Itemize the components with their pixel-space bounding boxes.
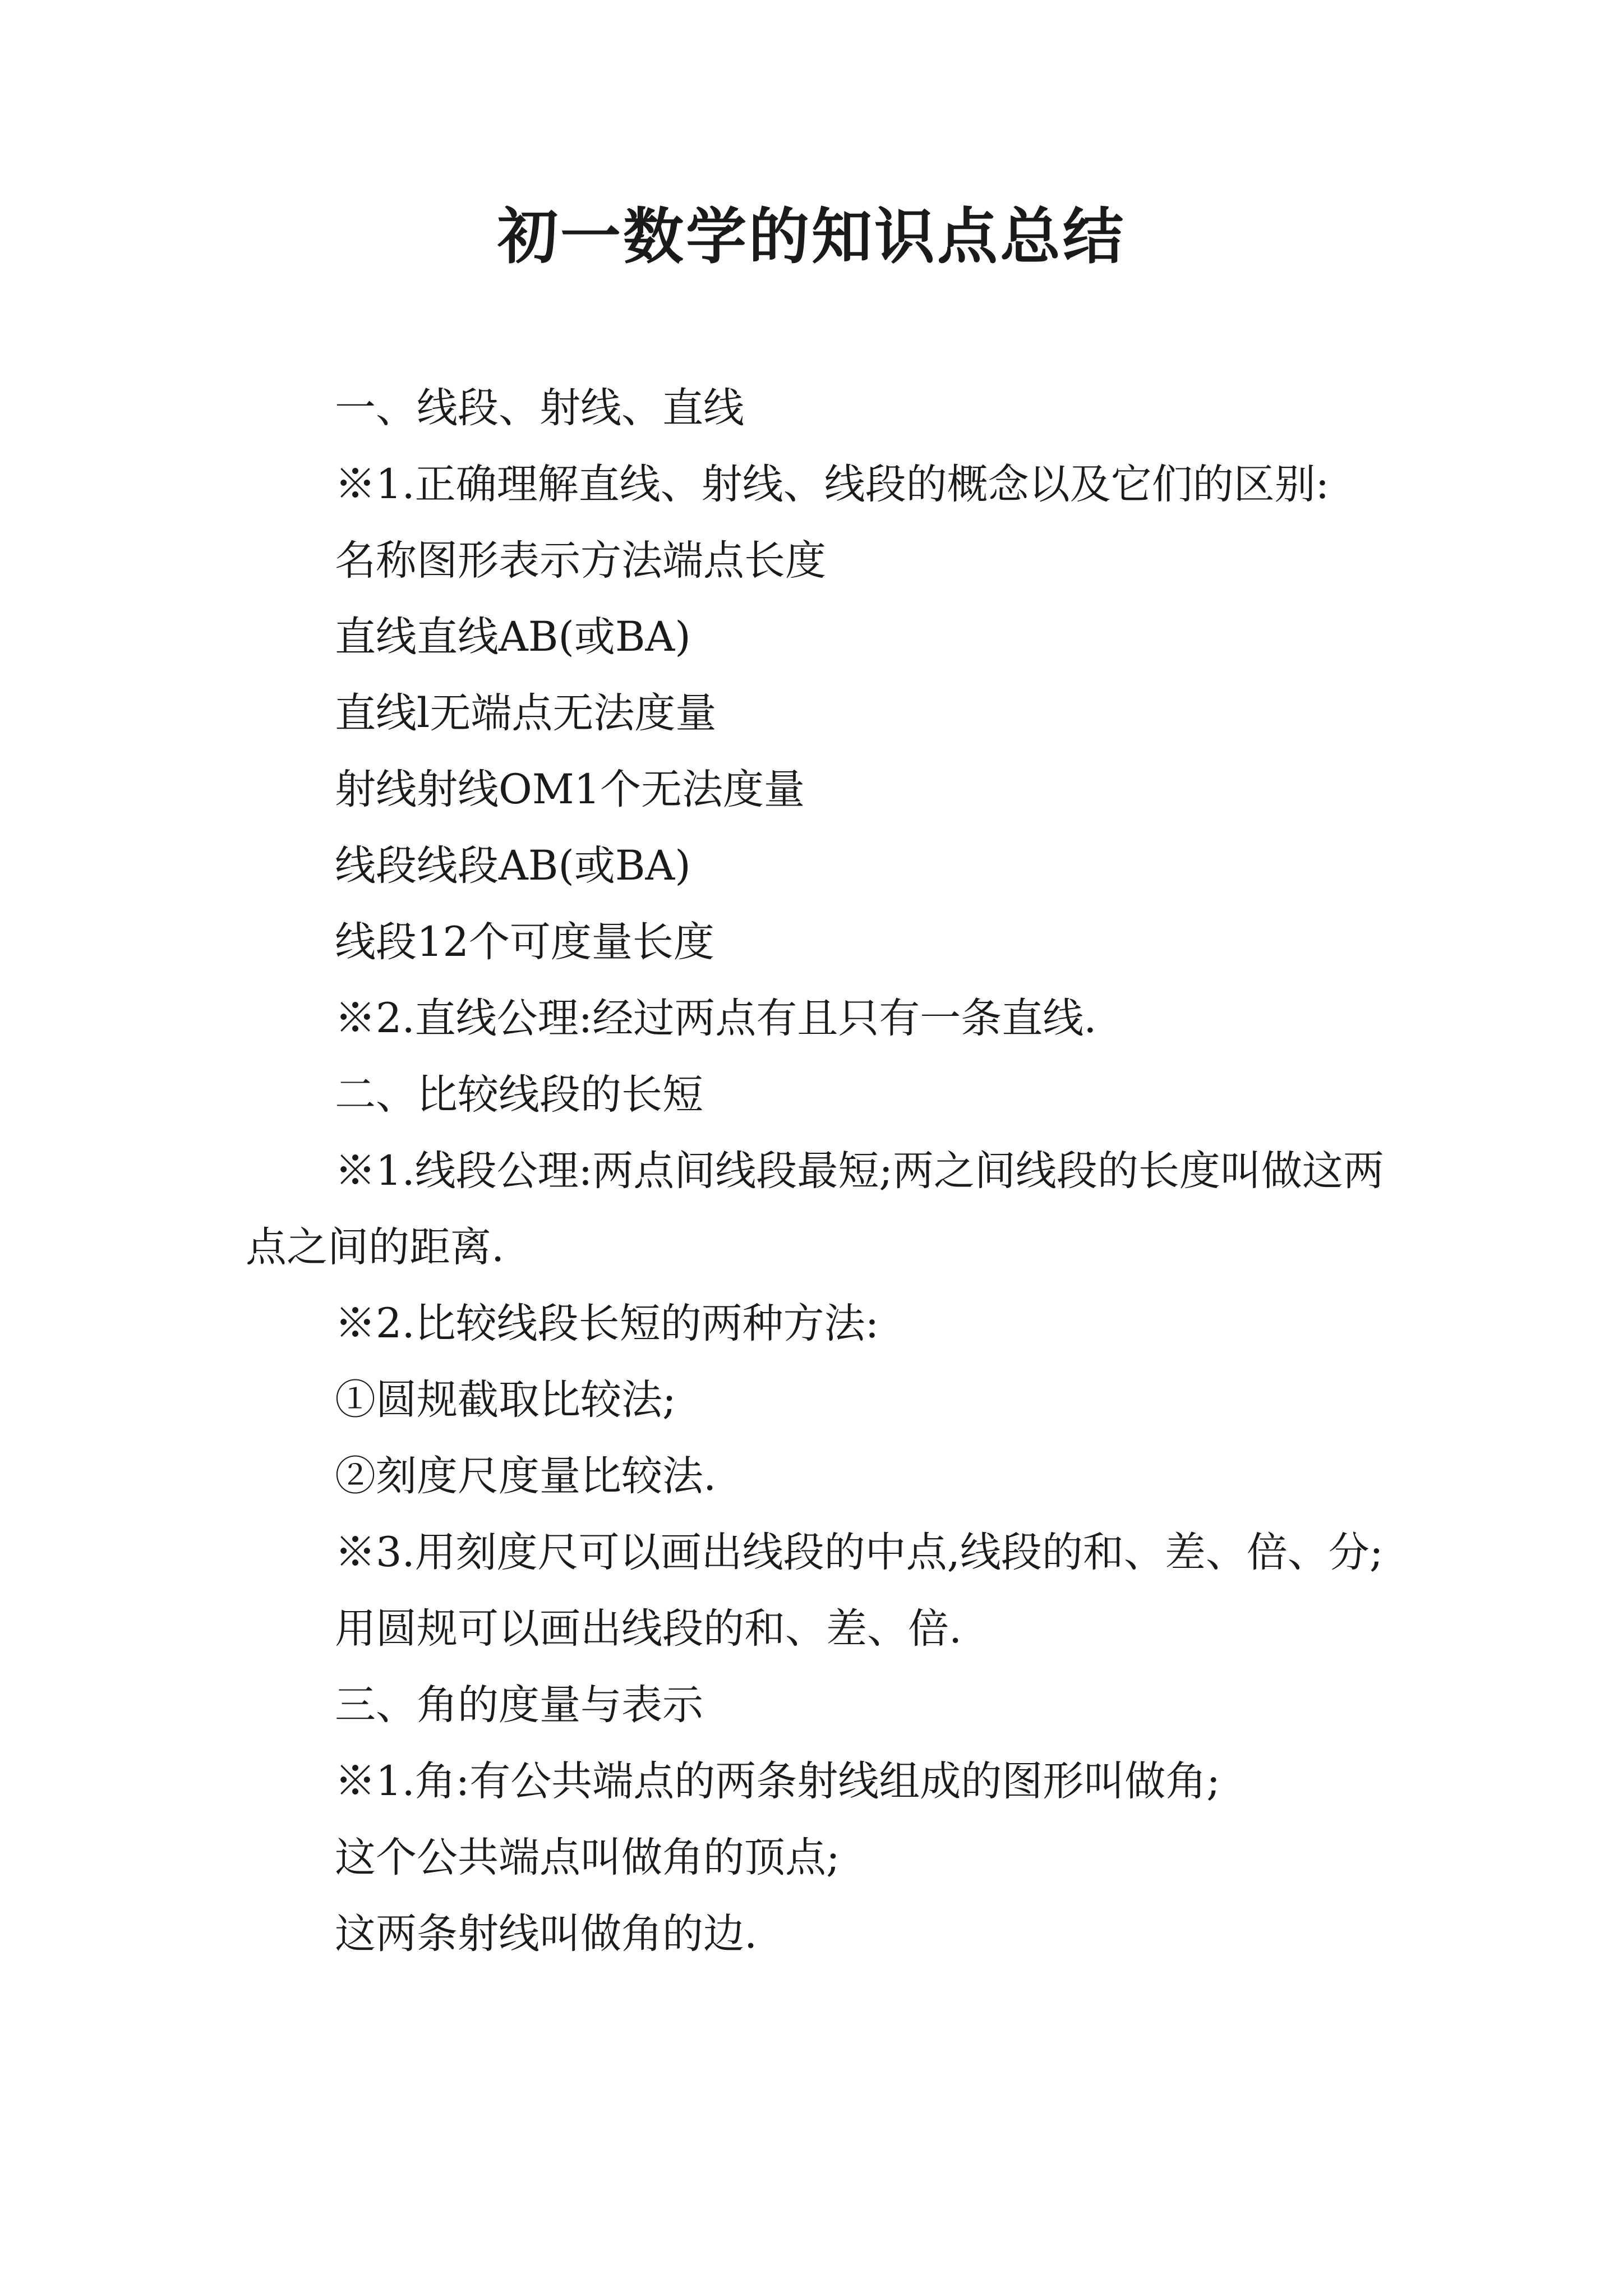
paragraph: 直线直线AB(或BA) xyxy=(335,613,691,661)
paragraph: ※1.角:有公共端点的两条射线组成的图形叫做角; xyxy=(335,1757,1220,1805)
paragraph: 名称图形表示方法端点长度 xyxy=(335,537,826,585)
paragraph: 线段12个可度量长度 xyxy=(335,918,714,966)
document-title: 初一数学的知识点总结 xyxy=(497,201,1126,272)
paragraph: ②刻度尺度量比较法. xyxy=(335,1452,717,1500)
paragraph: 射线射线OM1个无法度量 xyxy=(335,766,805,813)
paragraph: ※1.线段公理:两点间线段最短;两之间线段的长度叫做这两点之间的距离. xyxy=(246,1147,1384,1271)
paragraph: ※2.比较线段长短的两种方法: xyxy=(335,1300,879,1347)
paragraph: 用圆规可以画出线段的和、差、倍. xyxy=(335,1605,962,1653)
paragraph: 直线l无端点无法度量 xyxy=(335,689,717,737)
paragraph: 这两条射线叫做角的边. xyxy=(335,1910,758,1958)
document-body xyxy=(246,370,1395,1972)
paragraph: ※2.直线公理:经过两点有且只有一条直线. xyxy=(335,995,1097,1042)
section-heading-2: 二、比较线段的长短 xyxy=(335,1071,703,1119)
section-heading-1: 一、线段、射线、直线 xyxy=(335,384,744,432)
section-heading-3: 三、角的度量与表示 xyxy=(335,1681,703,1729)
paragraph: ①圆规截取比较法; xyxy=(335,1376,676,1424)
paragraph: 这个公共端点叫做角的顶点; xyxy=(335,1834,840,1881)
paragraph: ※1.正确理解直线、射线、线段的概念以及它们的区别: xyxy=(335,461,1330,508)
paragraph: ※3.用刻度尺可以画出线段的中点,线段的和、差、倍、分; xyxy=(335,1529,1384,1576)
paragraph: 线段线段AB(或BA) xyxy=(335,842,691,890)
